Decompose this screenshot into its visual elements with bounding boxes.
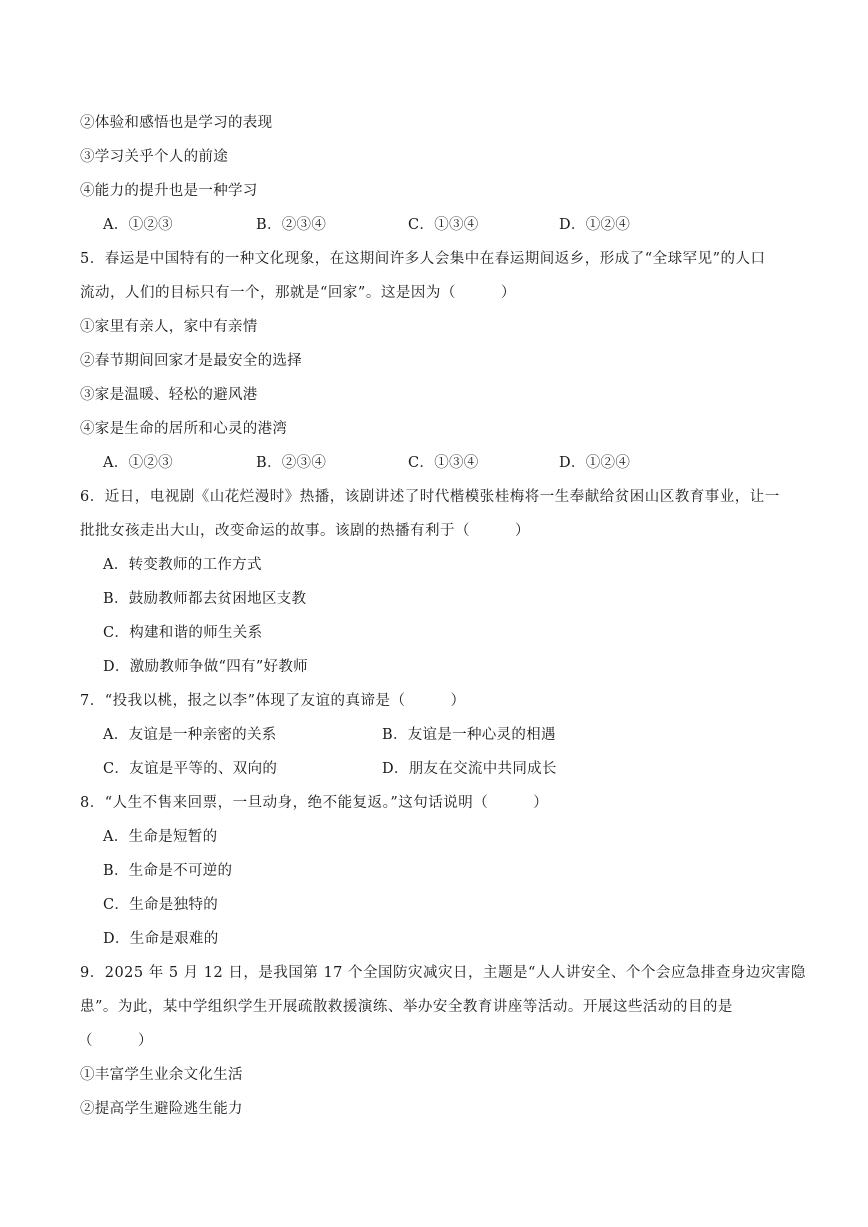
q9-stem-line-3: （ ） <box>78 1033 153 1049</box>
q4-option-d: D．①②④ <box>559 217 631 233</box>
q9-item-1: ①丰富学生业余文化生活 <box>80 1067 243 1083</box>
q5-stem-line-1: 5．春运是中国特有的一种文化现象，在这期间许多人会集中在春运期间返乡，形成了“全球罕见”的人口 <box>80 251 766 267</box>
q7-stem: 7．“投我以桃，报之以李”体现了友谊的真谛是（ ） <box>80 693 466 709</box>
q6-option-d: D．激励教师争做“四有”好教师 <box>103 659 308 675</box>
q8-stem: 8．“人生不售来回票，一旦动身，绝不能复返。”这句话说明（ ） <box>80 795 549 811</box>
q5-item-3: ③家是温暖、轻松的避风港 <box>80 387 258 403</box>
q4-item-4: ④能力的提升也是一种学习 <box>80 183 258 199</box>
q4-option-a: A．①②③ <box>103 217 173 233</box>
q8-option-d: D．生命是艰难的 <box>103 931 219 947</box>
q9-stem-line-1: 9．2025 年 5 月 12 日，是我国第 17 个全国防灾减灾日，主题是“人人讲安全、个个会应急排查身边灾害隐 <box>80 965 806 981</box>
q7-option-a: A．友谊是一种亲密的关系 <box>103 727 277 743</box>
q4-item-3: ③学习关乎个人的前途 <box>80 149 228 165</box>
q9-item-2: ②提高学生避险逃生能力 <box>80 1101 243 1117</box>
q4-option-c: C．①③④ <box>408 217 479 233</box>
q6-option-c: C．构建和谐的师生关系 <box>103 625 263 641</box>
q5-item-4: ④家是生命的居所和心灵的港湾 <box>80 421 288 437</box>
q6-option-a: A．转变教师的工作方式 <box>103 557 262 573</box>
q8-option-c: C．生命是独特的 <box>103 897 218 913</box>
q7-option-d: D．朋友在交流中共同成长 <box>382 761 557 777</box>
q5-item-2: ②春节期间回家才是最安全的选择 <box>80 353 302 369</box>
q5-option-d: D．①②④ <box>559 455 631 471</box>
q4-option-b: B．②③④ <box>256 217 327 233</box>
q5-stem-line-2: 流动，人们的目标只有一个，那就是“回家”。这是因为（ ） <box>80 285 516 301</box>
q9-stem-line-2: 患”。为此，某中学组织学生开展疏散救援演练、举办安全教育讲座等活动。开展这些活动的目的是 <box>80 999 733 1015</box>
q5-item-1: ①家里有亲人，家中有亲情 <box>80 319 258 335</box>
q6-stem-line-1: 6．近日，电视剧《山花烂漫时》热播，该剧讲述了时代楷模张桂梅将一生奉献给贫困山区教育事业，让一 <box>80 489 780 505</box>
q5-option-a: A．①②③ <box>103 455 173 471</box>
q8-option-b: B．生命是不可逆的 <box>103 863 233 879</box>
q5-option-b: B．②③④ <box>256 455 327 471</box>
q6-stem-line-2: 批批女孩走出大山，改变命运的故事。该剧的热播有利于（ ） <box>80 523 530 539</box>
q7-option-c: C．友谊是平等的、双向的 <box>103 761 278 777</box>
q7-option-b: B．友谊是一种心灵的相遇 <box>382 727 556 743</box>
q4-item-2: ②体验和感悟也是学习的表现 <box>80 115 273 131</box>
q6-option-b: B．鼓励教师都去贫困地区支教 <box>103 591 307 607</box>
q8-option-a: A．生命是短暂的 <box>103 829 218 845</box>
q5-option-c: C．①③④ <box>408 455 479 471</box>
